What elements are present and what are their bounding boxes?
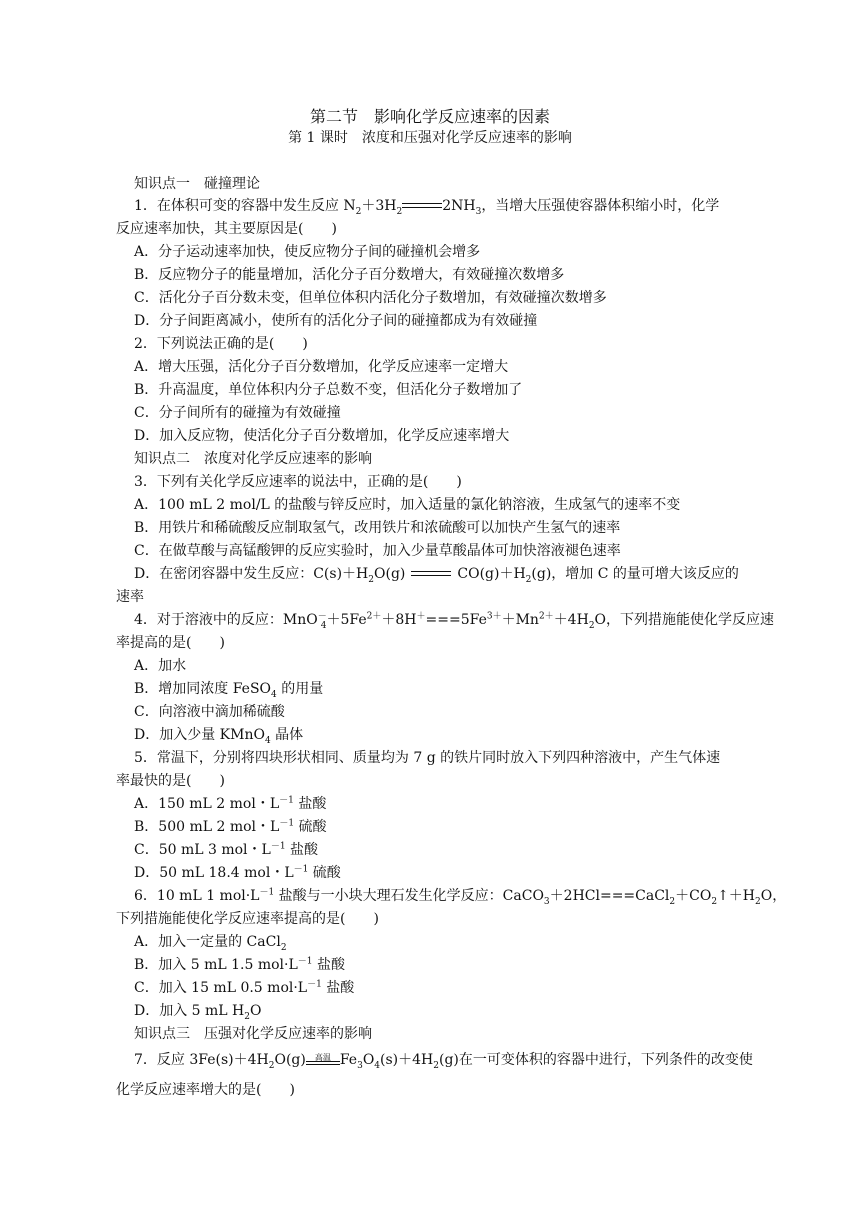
question-2-option-a: A．增大压强，活化分子百分数增加，化学反应速率一定增大	[134, 359, 509, 375]
reversible-arrow-icon	[402, 201, 442, 211]
question-3-option-b: B．用铁片和稀硫酸反应制取氢气，改用铁片和浓硫酸可以加快产生氢气的速率	[134, 520, 621, 536]
question-7-stem-cont: 化学反应速率增大的是( )	[116, 1082, 295, 1098]
question-4-option-a: A．加水	[134, 658, 187, 674]
question-6-option-b: B．加入 5 mL 1.5 $mol\cdot L^{-1}$ 盐酸	[134, 956, 345, 973]
question-1-option-c: C．活化分子百分数未变，但单位体积内活化分子数增加，有效碰撞次数增多	[134, 290, 607, 306]
question-3-option-d: D．在密闭容器中发生反应：$C(s)+H_2O(g)$ $CO(g)+H_2(g)$，增加 C 的量可增大该反应的	[134, 566, 739, 585]
question-4-option-d: D．加入少量 KMnO$_4$ 晶体	[134, 727, 304, 746]
page-title: 第二节 影响化学反应速率的因素	[309, 107, 550, 126]
question-1-option-b: B．反应物分子的能量增加，活化分子百分数增大，有效碰撞次数增多	[134, 267, 565, 283]
question-4-stem: 4．对于溶液中的反应：$MnO^-_4+5Fe^{2+}+8H^+===5Fe^{3+}+Mn^{2+}+4H_2O$，下列措施能使化学反应速	[134, 611, 775, 631]
section-heading-2: 知识点二 浓度对化学反应速率的影响	[134, 451, 372, 467]
question-6-stem-cont: 下列措施能使化学反应速率提高的是( )	[116, 911, 379, 927]
reversible-arrow-icon	[411, 569, 451, 579]
question-5-stem: 5．常温下，分别将四块形状相同、质量均为 7 g 的铁片同时放入下列四种溶液中，产生气体速	[134, 750, 721, 766]
question-5-option-a: A．150 mL 2 mol・$L^{-1}$ 盐酸	[134, 795, 327, 812]
question-2-option-b: B．升高温度，单位体积内分子总数不变，但活化分子数增加了	[134, 382, 523, 398]
question-4-option-c: C．向溶液中滴加稀硫酸	[134, 704, 285, 720]
question-7-stem: 7．反应 $3Fe(s)+4H_2O(g)$ 高温 $Fe_3O_4(s)+4H_2(g)$在一可变体积的容器中进行，下列条件的改变使	[134, 1052, 753, 1071]
reaction-condition-arrow: 高温	[306, 1052, 340, 1068]
question-4-option-b: B．增加同浓度 FeSO$_4$ 的用量	[134, 681, 324, 700]
question-3-option-d-cont: 速率	[116, 589, 144, 605]
question-5-option-b: B．500 mL 2 mol・$L^{-1}$ 硫酸	[134, 818, 327, 835]
question-3-option-c: C．在做草酸与高锰酸钾的反应实验时，加入少量草酸晶体可加快溶液褪色速率	[134, 543, 621, 559]
question-6-option-c: C．加入 15 mL 0.5 $mol\cdot L^{-1}$ 盐酸	[134, 979, 355, 996]
question-6-stem: 6．10 mL 1 $mol\cdot L^{-1}$ 盐酸与一小块大理石发生化学反应：$CaCO_3+2HCl===CaCl_2+CO_2↑+H_2O$，	[134, 887, 787, 907]
question-3-stem: 3．下列有关化学反应速率的说法中，正确的是( )	[134, 474, 462, 490]
section-heading-1: 知识点一 碰撞理论	[134, 176, 260, 192]
question-1-option-d: D．分子间距离减小，使所有的活化分子间的碰撞都成为有效碰撞	[134, 313, 538, 329]
question-2-stem: 2．下列说法正确的是( )	[134, 336, 308, 352]
question-2-option-d: D．加入反应物，使活化分子百分数增加，化学反应速率增大	[134, 428, 510, 444]
question-2-option-c: C．分子间所有的碰撞为有效碰撞	[134, 405, 341, 421]
page-subtitle: 第 1 课时 浓度和压强对化学反应速率的影响	[288, 130, 572, 146]
question-1-stem-cont: 反应速率加快，其主要原因是( )	[116, 221, 337, 237]
question-1-stem: 1．在体积可变的容器中发生反应 $N_2+3H_2$ $2NH_3$，当增大压强使容器体积缩小时，化学	[134, 198, 720, 217]
question-5-option-d: D．50 mL 18.4 mol・$L^{-1}$ 硫酸	[134, 864, 341, 881]
question-3-option-a: A．100 mL 2 mol/L 的盐酸与锌反应时，加入适量的氯化钠溶液，生成氢气的速率不变	[134, 497, 681, 513]
section-heading-3: 知识点三 压强对化学反应速率的影响	[134, 1026, 372, 1042]
question-6-option-d: D．加入 5 mL $H_2O$	[134, 1003, 262, 1022]
question-5-option-c: C．50 mL 3 mol・$L^{-1}$ 盐酸	[134, 841, 319, 858]
question-5-stem-cont: 率最快的是( )	[116, 773, 225, 789]
question-4-stem-cont: 率提高的是( )	[116, 635, 225, 651]
question-6-option-a: A．加入一定量的 CaCl$_2$	[134, 934, 287, 953]
question-1-option-a: A．分子运动速率加快，使反应物分子间的碰撞机会增多	[134, 244, 481, 260]
